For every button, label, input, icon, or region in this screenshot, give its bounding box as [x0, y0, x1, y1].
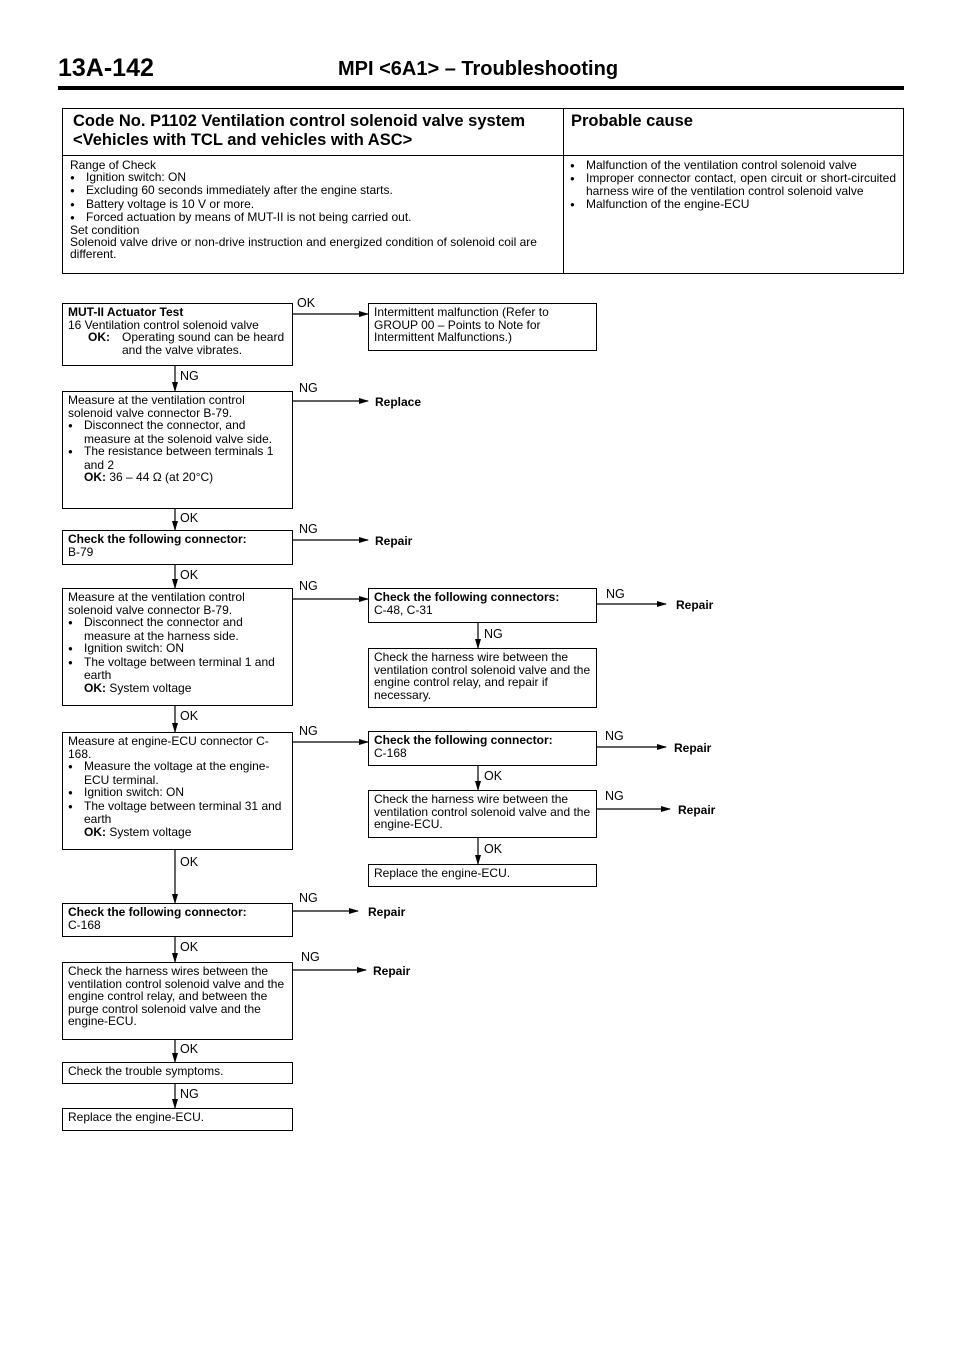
step-item: ● The voltage between terminal 31 and earth: [68, 800, 287, 826]
step-item: ● The voltage between terminal 1 and earth: [68, 656, 287, 682]
probable-cause-title: Probable cause: [571, 112, 693, 130]
action-repair: Repair: [368, 905, 406, 919]
action-replace: Replace: [375, 395, 422, 409]
result-text: Intermittent malfunction (Refer to GROUP 00 – Points to Note for Intermittent Malfunctions.): [374, 305, 549, 344]
set-condition-title: Set condition: [70, 223, 140, 238]
ng-label: NG: [301, 950, 320, 964]
step-item: ● Disconnect the connector and measure at the harness side.: [68, 616, 287, 642]
ng-label: NG: [299, 724, 318, 738]
step-ok-condition: [68, 471, 287, 484]
step-title: Check the following connectors:: [374, 590, 560, 604]
step-text: Check the trouble symptoms.: [68, 1064, 224, 1078]
step-text: C-168: [374, 745, 407, 760]
step-measure-solenoid-voltage: [62, 588, 293, 706]
step-check-harness-wires: [62, 962, 293, 1040]
step-text: B-79: [68, 544, 94, 559]
ok-label: OK:: [84, 470, 106, 484]
ok-label: OK:: [84, 680, 106, 695]
step-check-connector-b79: [62, 530, 293, 565]
cause-item: ● Improper connector contact, open circuit or short-circuited harness wire of the ventilation control solenoid valve: [570, 172, 896, 197]
step-text: Check the harness wires between the ventilation control solenoid valve and the engine control relay, and between the purge control solenoid valve and the engine-ECU.: [68, 964, 285, 1028]
step-line: 16 Ventilation control solenoid valve: [68, 317, 259, 332]
action-repair: Repair: [678, 803, 716, 817]
step-check-connector-c168: [62, 903, 293, 937]
ng-label: NG: [299, 522, 318, 536]
ok-label: OK: [484, 842, 503, 856]
ng-label: NG: [180, 369, 199, 383]
result-check-harness-ecu: [368, 790, 597, 838]
step-item: ● Ignition switch: ON: [68, 786, 287, 800]
cause-item: ● Malfunction of the ventilation control solenoid valve: [570, 159, 896, 172]
result-text: Replace the engine-ECU.: [374, 866, 511, 880]
step-title: Check the following connector:: [68, 532, 247, 546]
ok-label: OK: [180, 568, 199, 582]
code-title: Code No. P1102 Ventilation control solenoid valve system: [73, 112, 526, 130]
step-replace-ecu: [62, 1108, 293, 1131]
range-item: ● Excluding 60 seconds immediately after the engine starts.: [70, 184, 556, 197]
ng-label: NG: [606, 587, 625, 601]
set-condition-text: Solenoid valve drive or non-drive instruction and energized condition of solenoid coil are different.: [70, 235, 537, 262]
action-repair: Repair: [375, 534, 413, 548]
step-text: C-168: [68, 917, 101, 932]
step-lead: Measure at the ventilation control solenoid valve connector B-79.: [68, 590, 245, 617]
ng-label: NG: [299, 579, 318, 593]
range-item: ● Forced actuation by means of MUT-II is not being carried out.: [70, 211, 556, 224]
ng-label: NG: [605, 729, 624, 743]
step-item: ● Measure the voltage at the engine-ECU terminal.: [68, 760, 287, 786]
ng-label: NG: [299, 891, 318, 905]
step-ok-condition: [68, 826, 287, 839]
ok-label: OK: [180, 1042, 199, 1056]
ng-label: NG: [484, 627, 503, 641]
step-item: ● Ignition switch: ON: [68, 642, 287, 656]
ng-label: NG: [299, 381, 318, 395]
action-repair: Repair: [674, 741, 712, 755]
ok-label: OK: [180, 855, 199, 869]
page-number: 13A-142: [58, 54, 154, 82]
step-actuator-test: [62, 303, 293, 366]
ng-label: NG: [180, 1087, 199, 1101]
cause-item: ● Malfunction of the engine-ECU: [570, 198, 896, 211]
ok-text: Operating sound can be heard and the valve vibrates.: [122, 330, 285, 357]
action-repair: Repair: [676, 598, 714, 612]
result-check-connectors-c48-c31: [368, 588, 597, 623]
range-item: ● Battery voltage is 10 V or more.: [70, 198, 556, 211]
step-check-trouble-symptoms: [62, 1062, 293, 1084]
step-title: Check the following connector:: [68, 905, 247, 919]
ng-label: NG: [605, 789, 624, 803]
result-check-harness-relay: [368, 648, 597, 708]
ok-label: OK:: [84, 824, 106, 839]
action-repair: Repair: [373, 964, 411, 978]
ok-label: OK: [180, 940, 199, 954]
ok-text: System voltage: [109, 824, 192, 839]
page-title: MPI <6A1> – Troubleshooting: [338, 58, 619, 80]
step-text: Replace the engine-ECU.: [68, 1110, 205, 1124]
step-item: ● The resistance between terminals 1 and 2: [68, 445, 287, 471]
result-check-connector-c168: [368, 731, 597, 766]
step-measure-solenoid-resistance: [62, 391, 293, 509]
ok-label: OK:: [88, 330, 110, 344]
step-lead: Measure at the ventilation control solenoid valve connector B-79.: [68, 393, 245, 420]
result-intermittent-malfunction: [368, 303, 597, 351]
result-replace-ecu: [368, 864, 597, 887]
step-ok-condition: [68, 682, 287, 695]
step-item: ● Disconnect the connector, and measure at the solenoid valve side.: [68, 419, 287, 445]
step-measure-ecu-voltage: [62, 732, 293, 850]
step-text: C-48, C-31: [374, 602, 433, 617]
step-ok-condition: [68, 331, 287, 356]
ok-label: OK: [180, 709, 199, 723]
ok-label: OK: [484, 769, 503, 783]
ok-label: OK: [297, 296, 316, 310]
result-text: Check the harness wire between the ventilation control solenoid valve and the engine control relay, and repair if necessary.: [374, 650, 591, 702]
ok-text: 36 – 44 Ω (at 20°C): [109, 470, 214, 484]
ok-label: OK: [180, 511, 199, 525]
range-item: ● Ignition switch: ON: [70, 171, 556, 184]
ok-text: System voltage: [109, 680, 192, 695]
code-subtitle: <Vehicles with TCL and vehicles with ASC>: [73, 131, 413, 149]
step-lead: Measure at engine-ECU connector C-168.: [68, 734, 269, 761]
step-title: MUT-II Actuator Test: [68, 305, 184, 319]
step-title: Check the following connector:: [374, 733, 553, 747]
result-text: Check the harness wire between the ventilation control solenoid valve and the engine-ECU.: [374, 792, 591, 831]
range-title: Range of Check: [70, 158, 157, 172]
